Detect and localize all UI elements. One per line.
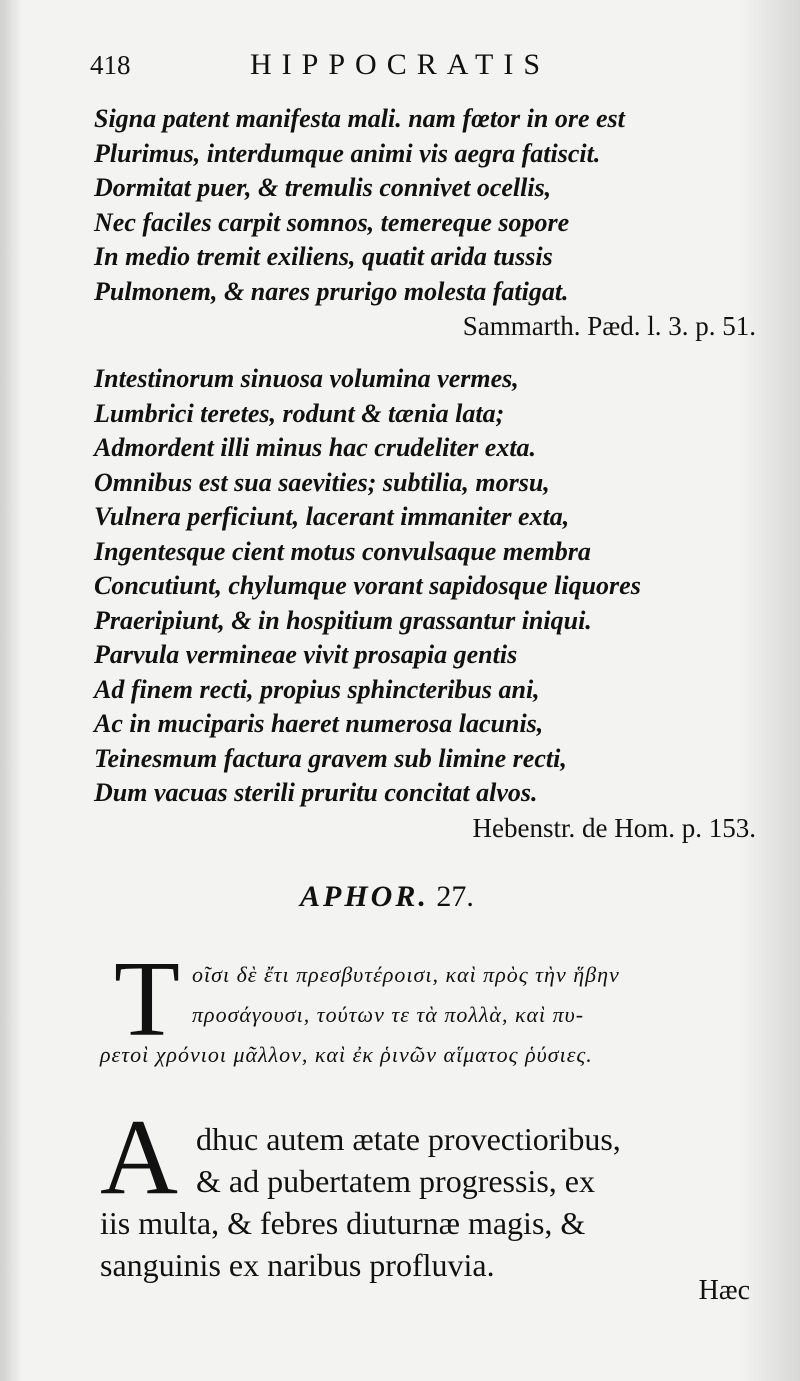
page-header — [90, 50, 770, 86]
page-gutter-shadow — [0, 0, 22, 1381]
page-number: 418 — [90, 50, 131, 80]
verse-line: Teinesmum factura gravem sub limine recti, — [94, 743, 567, 773]
latin-line: iis multa, & febres diuturnæ magis, & — [100, 1205, 586, 1241]
verse-line: Ingentesque cient motus convulsaque membra — [94, 536, 591, 566]
latin-line: dhuc autem ætate provectioribus, — [196, 1121, 621, 1157]
greek-line: οῖσι δὲ ἔτι πρεσβυτέροισι, καὶ πρὸς τὴν ἥβην — [192, 962, 620, 987]
greek-text — [100, 940, 770, 1075]
verse-quotation-2 — [94, 362, 774, 845]
verse-line: Ad finem recti, propius sphincteribus ani, — [94, 674, 540, 704]
latin-line: sanguinis ex naribus profluvia. — [100, 1247, 495, 1283]
verse-quotation-1 — [94, 102, 774, 344]
verse-source: Sammarth. Pæd. l. 3. p. 51. — [462, 311, 756, 341]
aphorism-heading — [300, 880, 600, 914]
verse-line: Signa patent manifesta mali. nam fœtor in ore est — [94, 104, 625, 133]
verse-line: Intestinorum sinuosa volumina vermes, — [94, 364, 519, 393]
latin-line: & ad pubertatem progressis, ex — [196, 1163, 595, 1199]
verse-line: Nec faciles carpit somnos, temereque sopore — [94, 207, 570, 237]
verse-line: Concutiunt, chylumque vorant sapidosque liquores — [94, 571, 641, 600]
running-head: HIPPOCRATIS — [250, 48, 551, 81]
aphorism-label: APHOR. — [300, 880, 429, 913]
verse-line: Dormitat puer, & tremulis connivet ocellis, — [94, 173, 552, 202]
verse-line: Dum vacuas sterili pruritu concitat alvos. — [94, 778, 538, 807]
greek-line: προσάγουσι, τούτων τε τὰ πολλὰ, καὶ πυ- — [192, 1002, 585, 1027]
verse-line: Pulmonem, & nares prurigo molesta fatigat. — [94, 276, 569, 306]
verse-line: Admordent illi minus hac crudeliter exta. — [94, 433, 537, 462]
verse-source: Hebenstr. de Hom. p. 153. — [472, 812, 756, 843]
aphorism-number: 27. — [436, 880, 474, 913]
verse-line: Vulnera perficiunt, lacerant immaniter exta, — [94, 502, 570, 531]
verse-line: Praeripiunt, & in hospitium grassantur iniqui. — [94, 605, 592, 635]
latin-dropcap: A — [100, 1098, 178, 1217]
verse-line: Ac in muciparis haeret numerosa lacunis, — [94, 709, 544, 738]
verse-line: In medio tremit exiliens, quatit arida tussis — [94, 242, 553, 271]
verse-line: Parvula vermineae vivit prosapia gentis — [94, 640, 518, 669]
latin-translation — [100, 1098, 760, 1286]
verse-line: Omnibus est sua saevities; subtilia, morsu, — [94, 467, 550, 497]
greek-line: ρετοὶ χρόνιοι μᾶλλον, καὶ ἐκ ῥινῶν αἵματος ῥύσιες. — [100, 1042, 593, 1067]
catchword: Hæc — [698, 1275, 750, 1306]
greek-dropcap: T — [114, 940, 180, 1059]
verse-line: Lumbrici teretes, rodunt & tænia lata; — [94, 398, 505, 428]
verse-line: Plurimus, interdumque animi vis aegra fatiscit. — [94, 138, 601, 168]
